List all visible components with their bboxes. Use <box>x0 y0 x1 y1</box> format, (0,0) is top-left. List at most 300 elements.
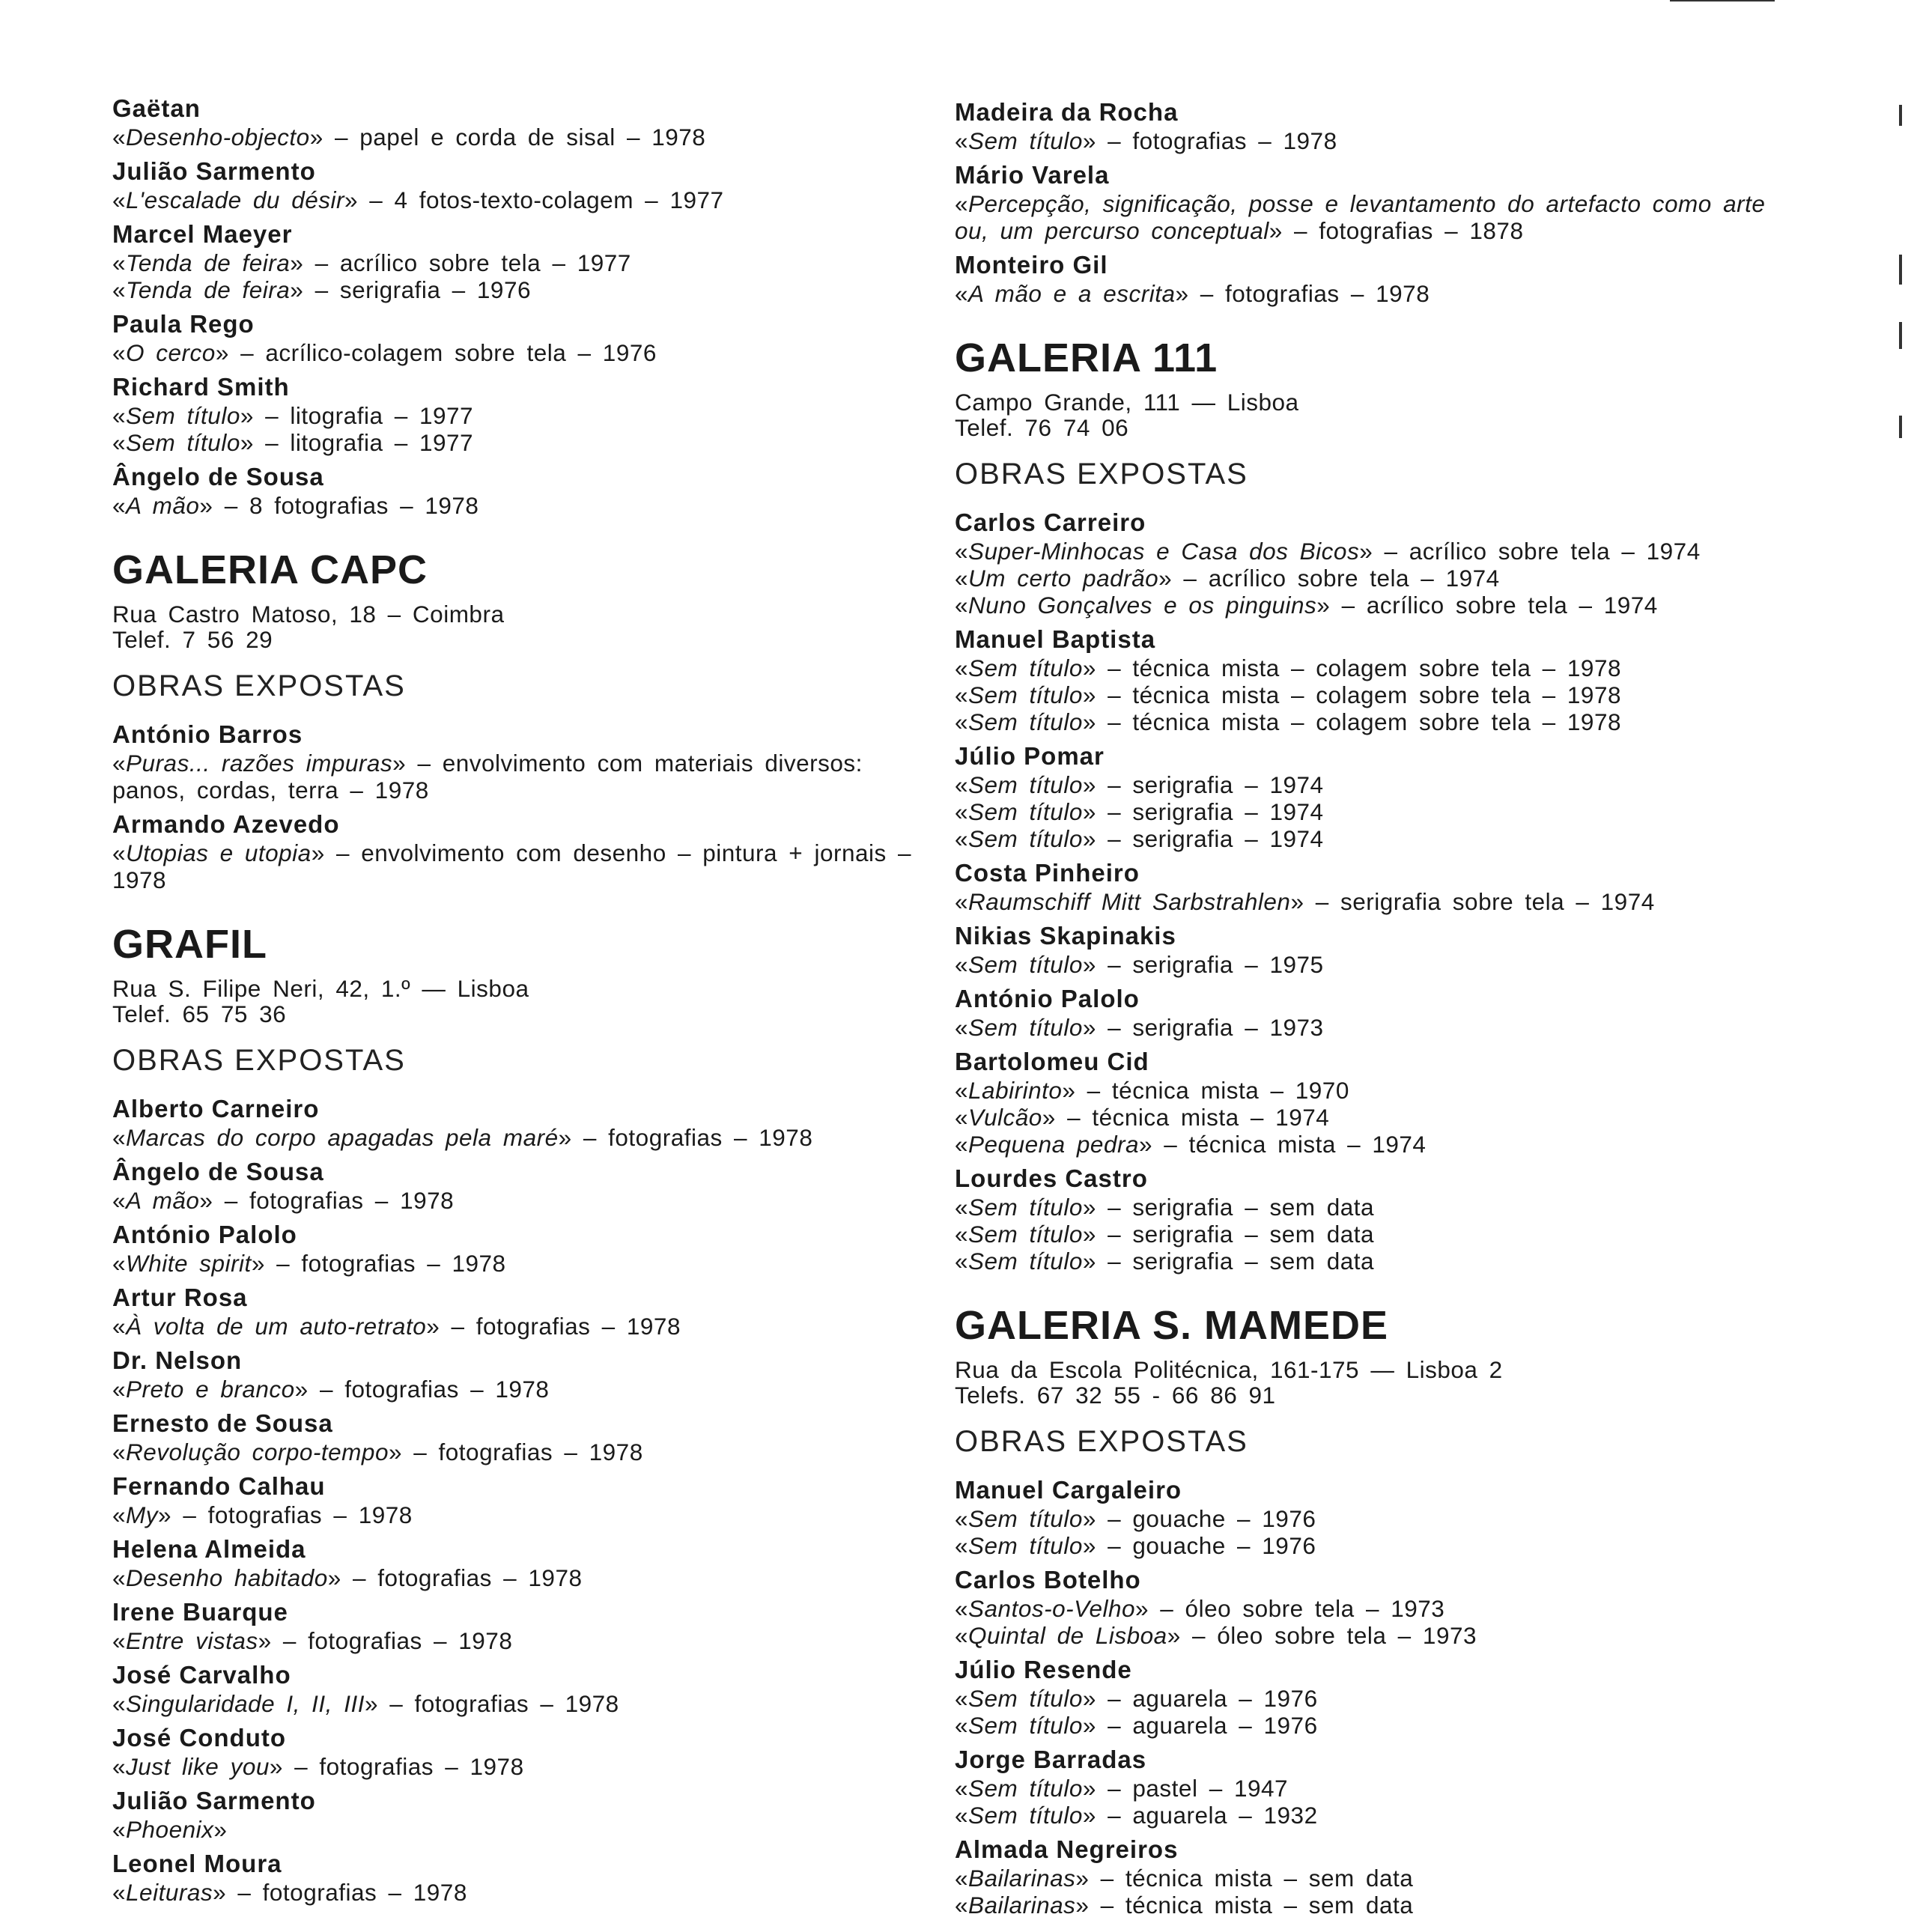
work-details: – 8 fotografias – 1978 <box>213 492 479 519</box>
artist-name: Manuel Baptista <box>955 625 1156 653</box>
quote-open: « <box>112 1564 127 1591</box>
artist-name: Lourdes Castro <box>955 1164 1148 1192</box>
work-details: – técnica mista – 1974 <box>1152 1131 1427 1158</box>
quote-open: « <box>112 276 127 303</box>
quote-open: « <box>112 1439 127 1465</box>
work-line <box>112 276 936 303</box>
work-line <box>955 654 1793 681</box>
quote-open: « <box>112 429 127 456</box>
work-details: – gouache – 1976 <box>1096 1505 1316 1532</box>
work-line <box>112 339 936 366</box>
work-details: – técnica mista – sem data <box>1089 1865 1414 1892</box>
quote-open: « <box>112 750 127 777</box>
work-line <box>955 1595 1793 1622</box>
work-title: Sem título <box>126 429 240 456</box>
artist-name: António Palolo <box>955 985 1140 1012</box>
quote-open: « <box>112 1627 127 1654</box>
quote-close: » <box>1082 681 1096 708</box>
scan-edge-mark <box>1899 255 1902 285</box>
work-details: – fotografias – 1978 <box>377 1690 619 1717</box>
quote-close: » <box>199 492 213 519</box>
work-line <box>955 708 1793 735</box>
work-line <box>955 1892 1793 1919</box>
gallery-section <box>955 1301 1793 1919</box>
artist-name: Leonel Moura <box>112 1850 282 1877</box>
gallery-section <box>112 546 936 893</box>
artist-name: José Carvalho <box>112 1661 291 1689</box>
scan-edge-mark <box>1899 105 1902 126</box>
section-label: OBRAS EXPOSTAS <box>955 458 1248 490</box>
artist-name: José Conduto <box>112 1724 286 1752</box>
work-details: – acrílico sobre tela – 1977 <box>303 249 631 276</box>
quote-close: » <box>1082 708 1096 735</box>
quote-close: » <box>1082 1685 1096 1712</box>
quote-close: » <box>1082 1802 1096 1829</box>
work-details: – fotografias – 1978 <box>341 1564 583 1591</box>
artist-name: Paula Rego <box>112 310 255 338</box>
gallery-entries <box>112 720 936 893</box>
quote-close: » <box>388 1439 402 1465</box>
quote-close: » <box>1082 1014 1096 1041</box>
quote-open: « <box>112 492 127 519</box>
work-title: Santos-o-Velho <box>968 1595 1135 1622</box>
section-label: OBRAS EXPOSTAS <box>112 669 406 702</box>
quote-open: « <box>112 402 127 429</box>
work-details: – serigrafia – sem data <box>1096 1221 1375 1248</box>
quote-open: « <box>955 1014 969 1041</box>
gallery-name: GRAFIL <box>112 922 267 967</box>
artist-entry <box>955 1164 1793 1275</box>
quote-close: » <box>1082 825 1096 852</box>
work-details: – papel e corda de sisal – 1978 <box>323 124 706 151</box>
quote-close: » <box>1175 280 1189 307</box>
work-details: – técnica mista – 1970 <box>1075 1077 1349 1104</box>
work-details: – fotografias – 1978 <box>213 1187 455 1214</box>
quote-open: « <box>112 1313 127 1340</box>
artist-entry <box>112 1660 936 1717</box>
work-line <box>112 402 936 429</box>
artist-entry <box>112 720 936 804</box>
quote-close: » <box>1082 1248 1096 1275</box>
quote-close: » <box>240 429 254 456</box>
work-title: Sem título <box>968 1712 1083 1739</box>
quote-close: » <box>290 249 304 276</box>
work-line <box>955 951 1793 978</box>
quote-open: « <box>955 1712 969 1739</box>
work-title: Sem título <box>968 654 1083 681</box>
gallery-address: Rua da Escola Politécnica, 161-175 — Lisboa 2 <box>955 1356 1503 1383</box>
quote-close: » <box>1269 217 1283 244</box>
work-details: – gouache – 1976 <box>1096 1532 1316 1559</box>
work-title: Sem título <box>968 1194 1083 1221</box>
quote-close: » <box>290 276 304 303</box>
work-line <box>112 750 936 804</box>
artist-name: Irene Buarque <box>112 1598 288 1626</box>
work-title: Sem título <box>968 825 1083 852</box>
work-title: Vulcão <box>968 1104 1042 1131</box>
quote-open: « <box>112 249 127 276</box>
work-title: Utopias e utopia <box>126 839 312 866</box>
quote-close: » <box>240 402 254 429</box>
quote-close: » <box>1167 1622 1181 1649</box>
work-title: Sem título <box>968 127 1083 154</box>
quote-close: » <box>158 1501 172 1528</box>
work-line <box>955 1532 1793 1559</box>
quote-open: « <box>112 124 127 151</box>
work-line <box>955 888 1793 915</box>
quote-close: » <box>1075 1892 1090 1919</box>
work-title: Sem título <box>968 708 1083 735</box>
work-title: Preto e branco <box>126 1376 295 1403</box>
work-title: Bailarinas <box>968 1865 1076 1892</box>
work-line <box>955 1104 1793 1131</box>
gallery-name: GALERIA CAPC <box>112 547 428 592</box>
quote-open: « <box>112 1501 127 1528</box>
quote-open: « <box>955 708 969 735</box>
quote-close: » <box>1290 888 1304 915</box>
artist-name: António Palolo <box>112 1221 297 1248</box>
artist-entry <box>112 1534 936 1591</box>
work-line <box>112 186 936 213</box>
artist-entry <box>112 372 936 456</box>
work-details: – óleo sobre tela – 1973 <box>1180 1622 1477 1649</box>
quote-close: » <box>1082 1505 1096 1532</box>
artist-entry <box>112 1157 936 1214</box>
work-details: – serigrafia – 1974 <box>1096 798 1324 825</box>
artist-entry <box>112 1597 936 1654</box>
quote-open: « <box>955 1802 969 1829</box>
work-line <box>112 1690 936 1717</box>
quote-close: » <box>1082 771 1096 798</box>
artist-name: Carlos Carreiro <box>955 508 1146 536</box>
work-line <box>955 1622 1793 1649</box>
work-line <box>955 280 1793 307</box>
right-column <box>955 97 1793 1925</box>
quote-open: « <box>955 1595 969 1622</box>
artist-entry <box>112 1220 936 1277</box>
artist-name: Júlio Pomar <box>955 742 1105 770</box>
artist-entry <box>955 921 1793 978</box>
artist-name: Manuel Cargaleiro <box>955 1476 1182 1504</box>
work-title: A mão <box>126 492 200 519</box>
artist-entry <box>955 160 1793 244</box>
work-line <box>955 1865 1793 1892</box>
galleries <box>112 546 936 1906</box>
work-title: Bailarinas <box>968 1892 1076 1919</box>
work-line <box>112 1627 936 1654</box>
work-line <box>955 1712 1793 1739</box>
work-title: Sem título <box>126 402 240 429</box>
quote-open: « <box>955 1194 969 1221</box>
work-title: Desenho habitado <box>126 1564 328 1591</box>
artist-entry <box>955 1745 1793 1829</box>
lead-entries <box>112 94 936 519</box>
gallery-phone: Telef. 65 75 36 <box>112 1000 287 1027</box>
quote-open: « <box>955 798 969 825</box>
artist-entry <box>955 741 1793 852</box>
galleries <box>955 334 1793 1919</box>
work-line <box>112 1753 936 1780</box>
quote-close: » <box>213 1816 228 1843</box>
quote-close: » <box>1082 1775 1096 1802</box>
artist-entry <box>112 1346 936 1403</box>
quote-close: » <box>327 1564 341 1591</box>
work-title: Tenda de feira <box>126 249 291 276</box>
work-title: Pequena pedra <box>968 1131 1139 1158</box>
quote-open: « <box>955 681 969 708</box>
work-details: – técnica mista – 1974 <box>1055 1104 1330 1131</box>
work-details: – fotografias – 1978 <box>402 1439 643 1465</box>
quote-open: « <box>955 1865 969 1892</box>
work-title: Sem título <box>968 1802 1083 1829</box>
work-details: – serigrafia – 1974 <box>1096 771 1324 798</box>
quote-close: » <box>1316 592 1331 619</box>
work-details: – fotografias – 1978 <box>282 1753 524 1780</box>
artist-entry <box>112 1849 936 1906</box>
work-line <box>955 565 1793 592</box>
work-details: – aguarela – 1976 <box>1096 1685 1318 1712</box>
quote-close: » <box>199 1187 213 1214</box>
artist-entry <box>112 462 936 519</box>
quote-open: « <box>112 1376 127 1403</box>
work-title: A mão e a escrita <box>968 280 1176 307</box>
work-title: Sem título <box>968 1505 1083 1532</box>
work-line <box>955 1685 1793 1712</box>
quote-open: « <box>112 1690 127 1717</box>
work-title: Singularidade I, II, III <box>126 1690 365 1717</box>
work-details: – fotografias – 1878 <box>1282 217 1524 244</box>
quote-close: » <box>1138 1131 1153 1158</box>
work-details: – fotografias – 1978 <box>271 1627 513 1654</box>
work-details: – acrílico-colagem sobre tela – 1976 <box>228 339 657 366</box>
work-details: – pastel – 1947 <box>1096 1775 1289 1802</box>
quote-close: » <box>1082 798 1096 825</box>
quote-open: « <box>955 825 969 852</box>
artist-entry <box>112 1471 936 1528</box>
artist-name: Richard Smith <box>112 373 290 401</box>
artist-entry <box>112 309 936 366</box>
quote-close: » <box>251 1250 265 1277</box>
quote-close: » <box>294 1376 309 1403</box>
artist-name: Carlos Botelho <box>955 1566 1141 1594</box>
artist-entry <box>955 858 1793 915</box>
work-details: – serigrafia – sem data <box>1096 1248 1375 1275</box>
quote-open: « <box>955 771 969 798</box>
artist-name: Julião Sarmento <box>112 1787 316 1814</box>
work-title: Phoenix <box>126 1816 214 1843</box>
artist-name: Dr. Nelson <box>112 1346 243 1374</box>
work-line <box>955 1802 1793 1829</box>
work-details: – fotografias – 1978 <box>1188 280 1430 307</box>
work-title: Just like you <box>126 1753 270 1780</box>
gallery-section <box>955 334 1793 1275</box>
artist-name: António Barros <box>112 720 303 748</box>
scan-edge-mark <box>1899 416 1902 438</box>
scan-edge-mark <box>1899 322 1902 349</box>
work-line <box>955 1248 1793 1275</box>
work-line <box>955 538 1793 565</box>
quote-close: » <box>311 839 325 866</box>
work-details: – fotografias – 1978 <box>1096 127 1337 154</box>
gallery-name: GALERIA S. MAMEDE <box>955 1303 1389 1348</box>
work-line <box>955 592 1793 619</box>
work-line <box>112 1124 936 1151</box>
work-title: Leituras <box>126 1879 213 1906</box>
artist-name: Nikias Skapinakis <box>955 922 1176 950</box>
quote-open: « <box>955 1685 969 1712</box>
work-title: Super-Minhocas e Casa dos Bicos <box>968 538 1360 565</box>
quote-open: « <box>112 839 127 866</box>
work-line <box>112 1879 936 1906</box>
work-title: Sem título <box>968 951 1083 978</box>
work-title: My <box>126 1501 159 1528</box>
artist-name: Ângelo de Sousa <box>112 463 324 490</box>
work-title: Sem título <box>968 1014 1083 1041</box>
artist-entry <box>955 250 1793 307</box>
work-line <box>112 1816 936 1843</box>
left-column <box>112 94 936 1912</box>
gallery-name: GALERIA 111 <box>955 335 1218 380</box>
work-line <box>112 1564 936 1591</box>
quote-open: « <box>955 565 969 592</box>
work-title: Um certo padrão <box>968 565 1159 592</box>
work-details: – acrílico sobre tela – 1974 <box>1172 565 1500 592</box>
artist-name: Costa Pinheiro <box>955 859 1140 887</box>
artist-name: Artur Rosa <box>112 1284 248 1311</box>
work-line <box>112 249 936 276</box>
quote-open: « <box>112 186 127 213</box>
work-title: White spirit <box>126 1250 252 1277</box>
work-line <box>955 825 1793 852</box>
work-details: – litografia – 1977 <box>253 429 474 456</box>
quote-close: » <box>364 1690 378 1717</box>
work-line <box>112 1439 936 1465</box>
quote-open: « <box>955 1104 969 1131</box>
artist-name: Monteiro Gil <box>955 251 1108 279</box>
work-details: – acrílico sobre tela – 1974 <box>1373 538 1701 565</box>
work-details: – litografia – 1977 <box>253 402 474 429</box>
work-details: – 4 fotos-texto-colagem – 1977 <box>358 186 724 213</box>
work-title: Sem título <box>968 771 1083 798</box>
work-details: – aguarela – 1932 <box>1096 1802 1318 1829</box>
artist-entry <box>112 157 936 213</box>
quote-open: « <box>112 339 127 366</box>
artist-name: Madeira da Rocha <box>955 98 1179 126</box>
artist-name: Alberto Carneiro <box>112 1095 320 1123</box>
quote-close: » <box>269 1753 283 1780</box>
work-line <box>112 429 936 456</box>
quote-open: « <box>112 1753 127 1780</box>
work-title: L'escalade du désir <box>126 186 344 213</box>
work-details: – técnica mista – sem data <box>1089 1892 1414 1919</box>
work-title: Raumschiff Mitt Sarbstrahlen <box>968 888 1291 915</box>
work-line <box>955 1014 1793 1041</box>
quote-open: « <box>112 1124 127 1151</box>
quote-open: « <box>955 654 969 681</box>
work-details: – envolvimento com desenho – pintura + jornais – 1978 <box>112 839 923 893</box>
work-line <box>112 1376 936 1403</box>
quote-close: » <box>213 1879 227 1906</box>
work-line <box>112 1501 936 1528</box>
work-line <box>955 190 1793 244</box>
work-line <box>112 1250 936 1277</box>
work-details: – fotografias – 1978 <box>264 1250 506 1277</box>
quote-close: » <box>1062 1077 1076 1104</box>
work-line <box>955 771 1793 798</box>
work-title: Sem título <box>968 1685 1083 1712</box>
work-details: – fotografias – 1978 <box>571 1124 813 1151</box>
artist-name: Jorge Barradas <box>955 1746 1147 1773</box>
quote-open: « <box>955 1077 969 1104</box>
artist-entry <box>112 1283 936 1340</box>
quote-open: « <box>112 1879 127 1906</box>
quote-close: » <box>1075 1865 1090 1892</box>
quote-open: « <box>955 1505 969 1532</box>
artist-name: Helena Almeida <box>112 1535 306 1563</box>
work-details: – fotografias – 1978 <box>171 1501 413 1528</box>
quote-close: » <box>426 1313 440 1340</box>
work-details: – envolvimento com materiais diversos: panos, cordas, terra – 1978 <box>112 750 875 804</box>
work-line <box>112 492 936 519</box>
work-title: Sem título <box>968 798 1083 825</box>
quote-open: « <box>955 538 969 565</box>
work-title: Sem título <box>968 1532 1083 1559</box>
work-details: – serigrafia – 1973 <box>1096 1014 1324 1041</box>
quote-close: » <box>1082 654 1096 681</box>
work-line <box>112 1313 936 1340</box>
work-details: – serigrafia – 1975 <box>1096 951 1324 978</box>
quote-close: » <box>258 1627 272 1654</box>
work-line <box>112 839 936 893</box>
work-line <box>955 127 1793 154</box>
work-title: Puras... razões impuras <box>126 750 393 777</box>
quote-close: » <box>309 124 323 151</box>
gallery-phone: Telef. 76 74 06 <box>955 414 1129 441</box>
quote-close: » <box>1082 1194 1096 1221</box>
work-details: – serigrafia – 1976 <box>303 276 531 303</box>
quote-open: « <box>955 592 969 619</box>
quote-close: » <box>558 1124 572 1151</box>
artist-name: Fernando Calhau <box>112 1472 326 1500</box>
lead-entries <box>955 97 1793 307</box>
quote-open: « <box>955 1221 969 1248</box>
work-details: – acrílico sobre tela – 1974 <box>1330 592 1658 619</box>
work-title: À volta de um auto-retrato <box>126 1313 427 1340</box>
quote-open: « <box>955 1892 969 1919</box>
work-details: – serigrafia – sem data <box>1096 1194 1375 1221</box>
artist-name: Ernesto de Sousa <box>112 1409 333 1437</box>
artist-name: Mário Varela <box>955 161 1110 189</box>
artist-entry <box>112 1786 936 1843</box>
work-details: – serigrafia sobre tela – 1974 <box>1304 888 1655 915</box>
work-line <box>955 1505 1793 1532</box>
work-title: Entre vistas <box>126 1627 258 1654</box>
artist-entry <box>112 1094 936 1151</box>
quote-open: « <box>955 1131 969 1158</box>
work-line <box>955 1131 1793 1158</box>
work-line <box>955 798 1793 825</box>
quote-close: » <box>1135 1595 1149 1622</box>
artist-name: Julião Sarmento <box>112 157 316 185</box>
artist-name: Gaëtan <box>112 94 201 122</box>
artist-entry <box>112 1723 936 1780</box>
quote-open: « <box>955 1248 969 1275</box>
quote-close: » <box>1158 565 1173 592</box>
artist-name: Almada Negreiros <box>955 1835 1179 1863</box>
gallery-entries <box>955 1475 1793 1919</box>
quote-close: » <box>215 339 229 366</box>
work-details: – técnica mista – colagem sobre tela – 1978 <box>1096 708 1621 735</box>
